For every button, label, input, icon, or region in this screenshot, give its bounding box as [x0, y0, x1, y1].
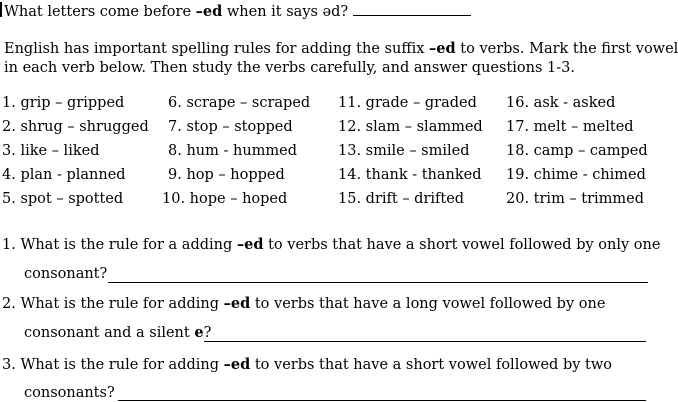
question-2-text-c: consonant and a silent — [24, 325, 195, 341]
header-suffix: –ed — [195, 3, 223, 20]
question-1-text-c: consonant? — [24, 266, 108, 282]
question-2-answer-line[interactable] — [204, 340, 646, 342]
question-1-line-2 — [24, 265, 107, 283]
intro-text-a: English has important spelling rules for adding the suffix — [4, 41, 430, 57]
header-question — [4, 0, 471, 21]
verb-pair: 6. scrape – scraped — [168, 95, 311, 111]
question-3-line-2 — [24, 384, 115, 402]
text-cursor — [0, 2, 2, 17]
intro-line-1 — [4, 40, 678, 58]
question-3-text-c: consonants? — [24, 385, 115, 401]
header-answer-blank[interactable] — [353, 0, 471, 16]
verb-pair: 13. smile – smiled — [338, 143, 470, 159]
question-1-answer-line[interactable] — [108, 281, 648, 283]
intro-suffix: –ed — [429, 40, 456, 57]
verb-pair: 12. slam – slammed — [338, 119, 483, 135]
verb-row — [2, 94, 650, 118]
verb-pair: 7. stop – stopped — [168, 119, 293, 135]
verb-pair: 15. drift – drifted — [338, 191, 465, 207]
question-3-line-1 — [2, 356, 612, 374]
intro-line-2 — [4, 59, 575, 77]
verb-row — [2, 118, 650, 142]
verb-row — [2, 166, 650, 190]
question-3-text-b: to verbs that have a short vowel followed by two — [250, 357, 612, 373]
question-1-line-1 — [2, 236, 660, 254]
verb-pair: 9. hop – hopped — [168, 167, 285, 183]
question-2-silent-e: e — [194, 324, 204, 341]
verb-pair: 3. like – liked — [2, 143, 100, 159]
question-2-suffix: –ed — [223, 295, 251, 312]
verb-pair: 19. chime - chimed — [506, 167, 646, 183]
verb-pair: 10. hope – hoped — [162, 191, 288, 207]
verb-pair: 2. shrug – shrugged — [2, 119, 149, 135]
header-question-text: What letters come before — [4, 4, 196, 20]
question-1-text-b: to verbs that have a short vowel followed by only one — [263, 237, 661, 253]
verb-row — [2, 142, 650, 166]
question-1-text-a: 1. What is the rule for a adding — [2, 237, 237, 253]
question-2-line-2 — [24, 324, 211, 342]
question-2-line-1 — [2, 295, 605, 313]
verb-grid — [2, 94, 650, 214]
question-3-text-a: 3. What is the rule for adding — [2, 357, 224, 373]
verb-row — [2, 190, 650, 214]
verb-pair: 14. thank - thanked — [338, 167, 482, 183]
header-question-tail: when it says əd? — [222, 4, 349, 20]
verb-pair: 8. hum - hummed — [168, 143, 298, 159]
verb-pair: 11. grade – graded — [338, 95, 477, 111]
verb-pair: 16. ask - asked — [506, 95, 616, 111]
verb-pair: 5. spot – spotted — [2, 191, 124, 207]
question-2-text-d: ? — [203, 325, 212, 341]
question-2-text-b: to verbs that have a long vowel followed by one — [250, 296, 606, 312]
question-3-suffix: –ed — [223, 356, 251, 373]
verb-pair: 17. melt – melted — [506, 119, 634, 135]
question-1-suffix: –ed — [236, 236, 264, 253]
verb-pair: 4. plan - planned — [2, 167, 126, 183]
verb-pair: 1. grip – gripped — [2, 95, 125, 111]
intro-text-b: to verbs. Mark the first vowel — [455, 41, 678, 57]
question-3-answer-line[interactable] — [118, 399, 646, 401]
intro-text-2: in each verb below. Then study the verbs carefully, and answer questions 1-3. — [4, 60, 575, 76]
verb-pair: 20. trim – trimmed — [506, 191, 645, 207]
question-2-text-a: 2. What is the rule for adding — [2, 296, 224, 312]
verb-pair: 18. camp – camped — [506, 143, 648, 159]
